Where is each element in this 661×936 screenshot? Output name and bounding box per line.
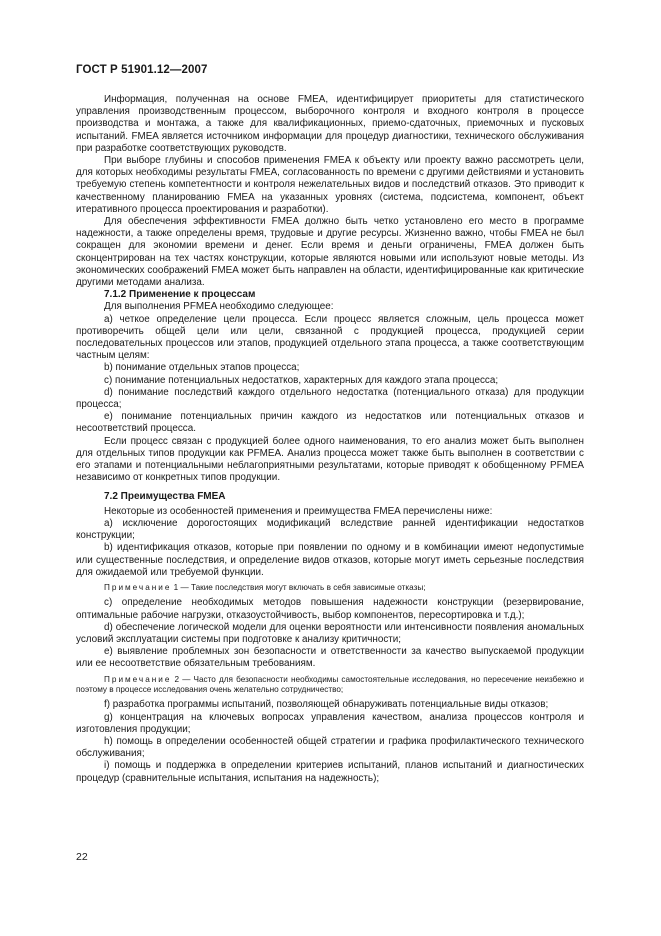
- list-item: c) определение необходимых методов повышения надежности конструкции (резервирование, оптимальные рабочие нагрузки, отказоустойчивость, выбор компонентов, пересортировка и т.д.);: [76, 597, 584, 621]
- standard-header: ГОСТ Р 51901.12—2007: [76, 64, 208, 76]
- list-item: b) идентификация отказов, которые при появлении по одному и в комбинации имеют недопустимые или существенные последствия, и определение видов отказов, которые могут иметь серьезные последствия для ожидаемой или требуемой функции.: [76, 542, 584, 578]
- list-item: d) обеспечение логической модели для оценки вероятности или интенсивности появления аномальных условий эксплуатации системы при подготовке к анализу критичности;: [76, 621, 584, 645]
- note-1: [76, 583, 584, 593]
- paragraph: Для обеспечения эффективности FMEA должно быть четко установлено его место в программе надежности, а также определены время, трудовые и другие ресурсы. Жизненно важно, чтобы FMEA не был сокращен для экономии времени и денег. Если время и деньги ограничены, FMEA должен быть сконцентрирован на тех частях конструкции, которые являются новыми или используют новые методы. Из экономических соображений FMEA может быть направлен на области, идентифицированные как критические другими методами анализа.: [76, 216, 584, 289]
- page-number: 22: [76, 851, 88, 863]
- list-item: g) концентрация на ключевых вопросах управления качеством, анализа процессов контроля и изготовления продукции;: [76, 711, 584, 735]
- list-item: e) понимание потенциальных причин каждого из недостатков или потенциальных отказов и несоответствий процесса.: [76, 411, 584, 435]
- section-heading-7-1-2: 7.1.2 Применение к процессам: [104, 289, 256, 301]
- list-item: h) помощь в определении особенностей общей стратегии и графика профилактического технического обслуживания;: [76, 735, 584, 760]
- section-heading-7-2: 7.2 Преимущества FMEA: [104, 490, 226, 502]
- section-intro: Некоторые из особенностей применения и преимущества FMEA перечислены ниже:: [104, 505, 493, 517]
- list-item: i) помощь и поддержка в определении критериев испытаний, планов испытаний и диагностических процедур (сравнительные испытания, испытания на надежность);: [76, 760, 584, 784]
- list-item: e) выявление проблемных зон безопасности и ответственности за качество выпускаемой продукции или ее несоответствие обязательным требованиям.: [76, 646, 584, 670]
- paragraph: При выборе глубины и способов применения FMEA к объекту или проекту важно рассмотреть цели, для которых необходимы результаты FMEA, согласованность по времени с другими действиями и установить требуемую степень компетентности и контроля нежелательных видов и последствий отказов. Это приводит к качественному планированию FMEA на указанных уровнях (система, подсистема, компонент, объект итеративного процесса проектирования и разработки).: [76, 155, 584, 215]
- note-label: Примечание: [104, 674, 172, 684]
- list-item: а) четкое определение цели процесса. Если процесс является сложным, цель процесса может противоречить общей цели или цели, связанной с продукцией процесса, продукцией серии последовательных процессов или этапов, продукцией отдельного этапа процесса, а также соответствующим частным целям:: [76, 313, 584, 362]
- list-item: а) исключение дорогостоящих модификаций вследствие ранней идентификации недостатков конструкции;: [76, 517, 584, 542]
- paragraph: Информация, полученная на основе FMEA, идентифицирует приоритеты для статистического управления производственным процессом, выборочного контроля и входного контроля в процессе производства и монтажа, а также для квалификационных, приемо-сдаточных, приемочных и пусковых испытаний. FMEA является источником информации для процедур диагностики, технического обслуживания при разработке соответствующих руководств.: [76, 94, 584, 154]
- list-item: c) понимание потенциальных недостатков, характерных для каждого этапа процесса;: [104, 374, 499, 386]
- section-closing: Если процесс связан с продукцией более одного наименования, то его анализ может быть выполнен для отдельных типов продукции как PFMEA. Анализ процесса может также быть выполнен в соответствии с его этапами и потенциальными неблагоприятными результатами, которые приводят к обобщенному PFMEA независимо от конкретных типов продукции.: [76, 435, 584, 484]
- note-text: 1 — Такие последствия могут включать в себя зависимые отказы;: [171, 582, 426, 592]
- note-text: 2 — Часто для безопасности необходимы самостоятельные исследования, но пересечение неизбежно и поэтому в процессе исследования очень желательно сотрудничество;: [76, 674, 584, 694]
- note-2: [76, 675, 584, 696]
- section-intro: Для выполнения PFMEA необходимо следующее:: [104, 301, 334, 313]
- list-item: d) понимание последствий каждого отдельного недостатка (потенциального отказа) для продукции процесса;: [76, 386, 584, 411]
- list-item: f) разработка программы испытаний, позволяющей обнаруживать потенциальные виды отказов;: [104, 699, 549, 711]
- note-label: Примечание: [104, 582, 172, 592]
- list-item: b) понимание отдельных этапов процесса;: [104, 362, 300, 374]
- document-body: [76, 94, 584, 785]
